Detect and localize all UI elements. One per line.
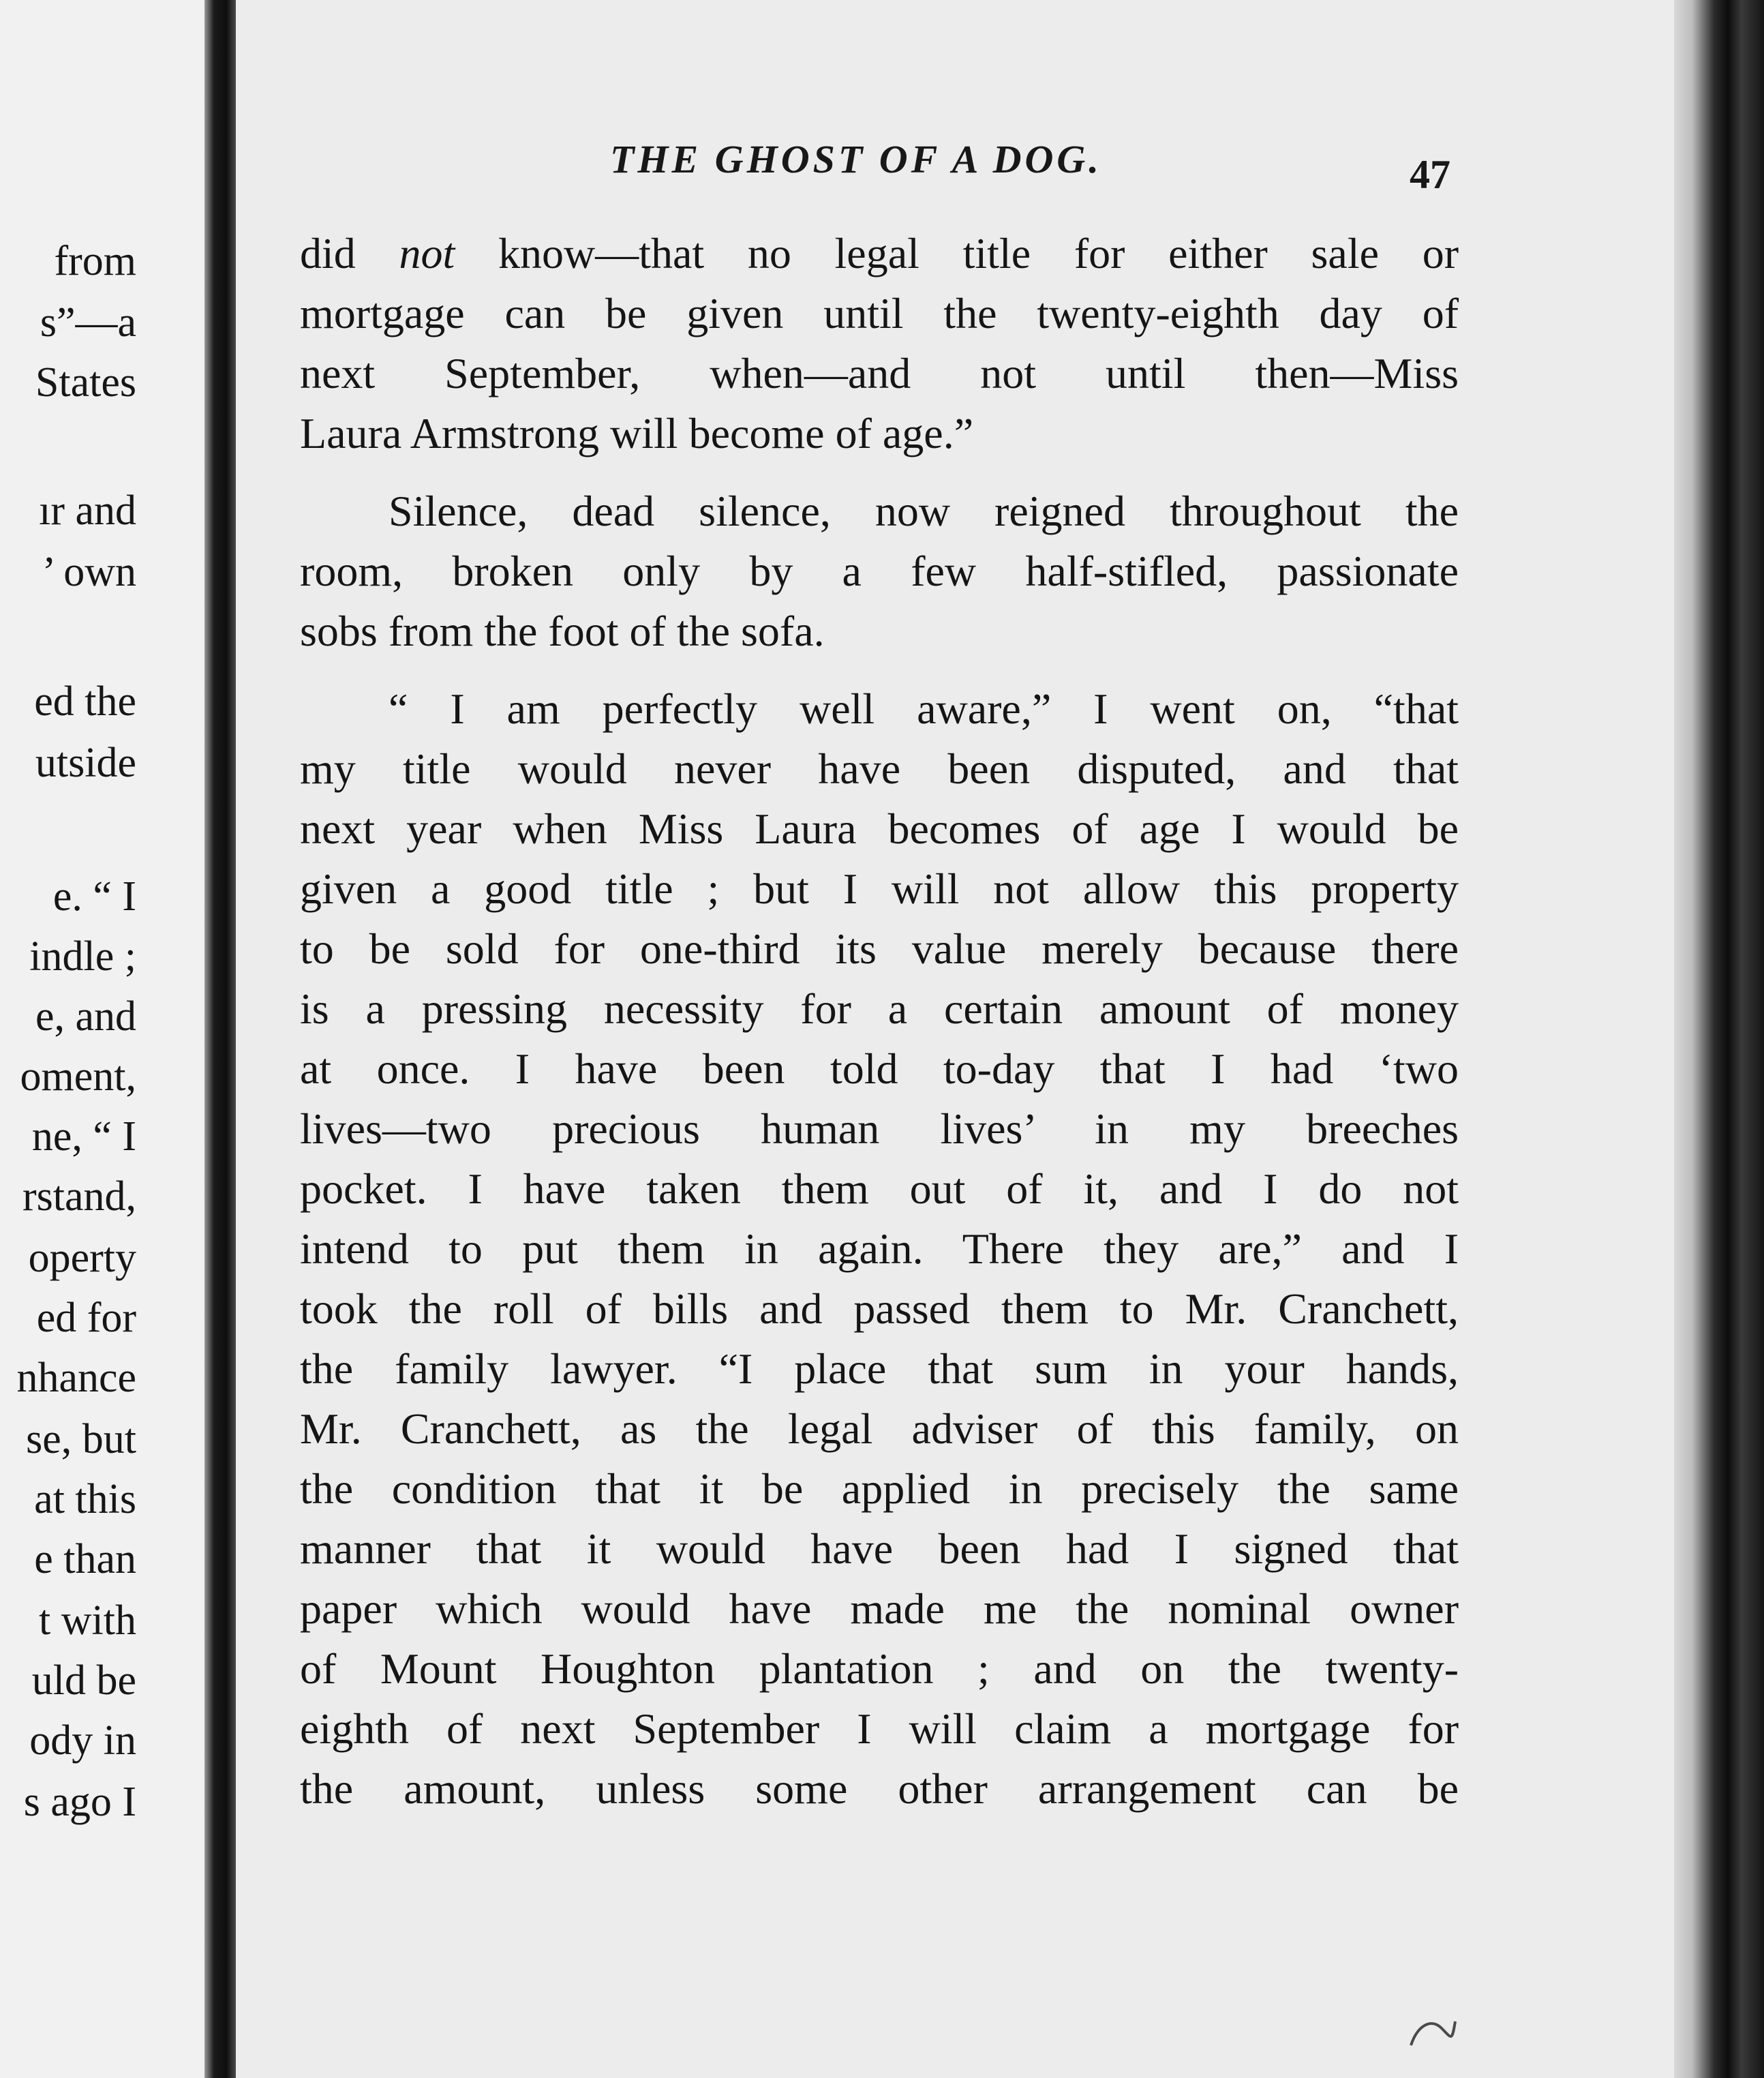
left-page-line: s ago I [23, 1779, 136, 1825]
text-line: next September, when—and not until then—Miss [300, 349, 1459, 397]
left-page-line: ır and [39, 487, 136, 534]
left-page-line: uld be [31, 1657, 136, 1704]
text-line: sobs from the foot of the sofa. [300, 607, 825, 655]
text-line: took the roll of bills and passed them to Mr. Cranchett, [300, 1284, 1459, 1333]
text-line: Laura Armstrong will become of age.” [300, 409, 974, 457]
text-line: manner that it would have been had I signed that [300, 1524, 1459, 1573]
right-page-edge [1674, 0, 1764, 2078]
left-page-line: ed the [34, 678, 136, 725]
text-line: to be sold for one-third its value merely because there [300, 924, 1459, 973]
text-line: the condition that it be applied in precisely the same [300, 1464, 1459, 1513]
text-line: the amount, unless some other arrangement can be [300, 1764, 1459, 1813]
text-line: “ I am perfectly well aware,” I went on, “that [389, 684, 1459, 733]
left-page-line: from [54, 238, 136, 284]
text-line: Silence, dead silence, now reigned throughout the [389, 487, 1459, 535]
left-page-line: States [35, 359, 136, 406]
left-page-line: indle ; [29, 933, 136, 980]
left-facing-page [0, 0, 217, 2078]
text-line: of Mount Houghton plantation ; and on the twenty- [300, 1644, 1459, 1693]
running-head: THE GHOST OF A DOG. [610, 137, 1102, 181]
text-line: room, broken only by a few half-stifled, passionate [300, 547, 1459, 595]
text-line: lives—two precious human lives’ in my breeches [300, 1104, 1459, 1153]
left-page-line: s”—a [40, 299, 136, 346]
text-line: is a pressing necessity for a certain amount of money [300, 984, 1459, 1033]
left-page-line: ed for [36, 1295, 136, 1341]
left-page-line: se, but [26, 1416, 136, 1462]
text-line: the family lawyer. “I place that sum in your hands, [300, 1344, 1459, 1393]
text-line: given a good title ; but I will not allow this property [300, 864, 1459, 913]
text-line: eighth of next September I will claim a mortgage for [300, 1704, 1459, 1753]
left-page-line: utside [35, 740, 136, 786]
text-line: intend to put them in again. There they are,” and I [300, 1224, 1459, 1273]
text-line: next year when Miss Laura becomes of age I would be [300, 804, 1459, 853]
left-page-line: nhance [16, 1355, 136, 1401]
text-line: at once. I have been told to-day that I had ‘two [300, 1044, 1459, 1093]
text-line: mortgage can be given until the twenty-eighth day of [300, 289, 1459, 337]
left-page-line: at this [34, 1476, 136, 1522]
left-page-line: rstand, [22, 1173, 136, 1220]
left-page-line: ne, “ I [31, 1113, 136, 1160]
text-line: did not know—that no legal title for either sale or [300, 229, 1459, 277]
left-page-line: operty [28, 1235, 136, 1281]
text-line: Mr. Cranchett, as the legal adviser of this family, on [300, 1404, 1459, 1453]
text-line: my title would never have been disputed, and that [300, 744, 1459, 793]
left-page-line: oment, [20, 1053, 136, 1100]
page-number: 47 [1410, 152, 1450, 197]
left-page-line: e than [34, 1536, 136, 1582]
left-page-line: e. “ I [52, 873, 136, 920]
left-page-line: t with [39, 1597, 136, 1644]
left-page-line: ’ own [42, 549, 136, 595]
ink-smudge-mark [1404, 2011, 1459, 2052]
text-line: pocket. I have taken them out of it, and I do not [300, 1164, 1459, 1213]
book-gutter [204, 0, 236, 2078]
text-line: paper which would have made me the nominal owner [300, 1584, 1459, 1633]
left-page-line: e, and [35, 993, 136, 1040]
left-page-line: ody in [29, 1717, 136, 1764]
emphasis: not [399, 229, 455, 277]
